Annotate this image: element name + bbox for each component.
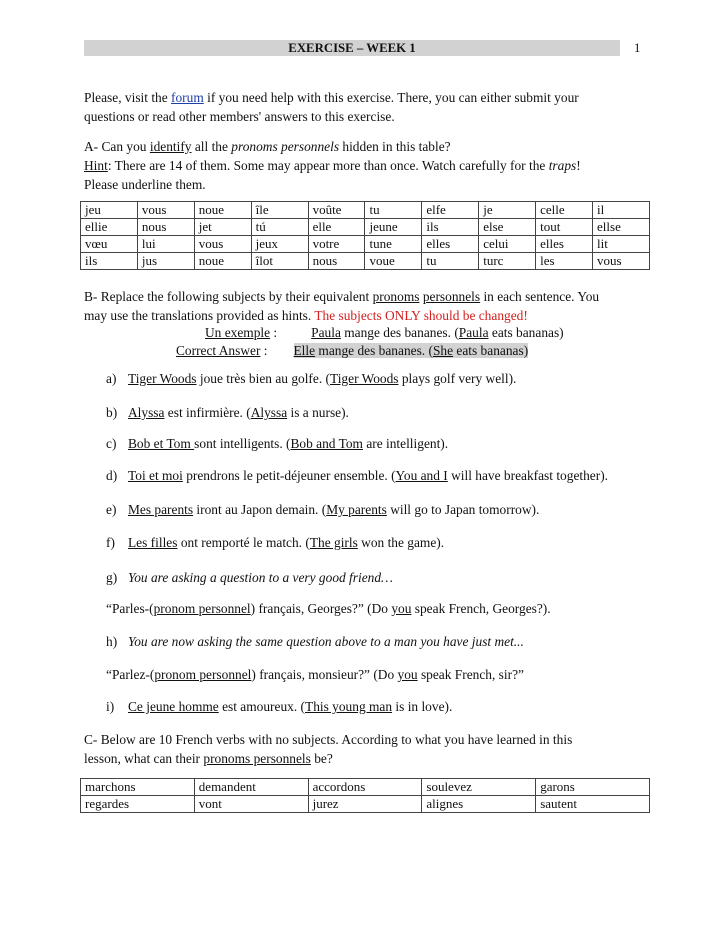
intro-text: if you need help with this exercise. There, you can either submit your — [203, 90, 579, 105]
text: plays golf very well). — [398, 371, 517, 386]
table-cell: les — [536, 253, 593, 270]
table-cell: vous — [593, 253, 650, 270]
table-cell: sautent — [536, 796, 650, 813]
table-cell: vous — [194, 236, 251, 253]
table-cell: nous — [308, 253, 365, 270]
item-label: g) — [106, 570, 118, 585]
text: be? — [310, 751, 333, 766]
intro-line-1 — [84, 88, 579, 107]
subject-en: Tiger Woods — [330, 371, 399, 386]
text: are intelligent). — [362, 436, 449, 451]
text: prendrons le petit-déjeuner ensemble. ( — [182, 468, 396, 483]
text: “Parles-( — [106, 601, 154, 616]
table-cell: îlot — [251, 253, 308, 270]
table-row — [81, 779, 650, 796]
table-cell: tune — [365, 236, 422, 253]
table-cell: elles — [536, 236, 593, 253]
underlined-word: Paula — [311, 325, 341, 340]
text: : — [270, 325, 278, 340]
text: : — [260, 343, 268, 358]
underlined-word: pronoms — [372, 289, 420, 304]
section-b-line-1 — [84, 287, 599, 306]
item-label: c) — [106, 436, 117, 451]
table-cell: il — [593, 202, 650, 219]
subject-fr: Tiger Woods — [128, 371, 197, 386]
table-cell: celui — [479, 236, 536, 253]
exercise-item-h — [106, 632, 524, 651]
page-header-title: EXERCISE – WEEK 1 — [84, 40, 620, 56]
text: speak French, sir?” — [417, 667, 524, 682]
item-label: i) — [106, 699, 115, 714]
subject-en: Alyssa — [250, 405, 288, 420]
example-label: Un exemple — [205, 325, 271, 340]
text: ont remporté le match. ( — [177, 535, 310, 550]
table-cell: voûte — [308, 202, 365, 219]
item-label: h) — [106, 634, 118, 649]
table-cell: elles — [422, 236, 479, 253]
text: in each sentence. You — [480, 289, 600, 304]
table-cell: ellse — [593, 219, 650, 236]
table-row — [81, 202, 650, 219]
intro-line-2: questions or read other members' answers to this exercise. — [84, 109, 395, 124]
table-cell: nous — [137, 219, 194, 236]
underlined-word: pronom personnel — [154, 667, 252, 682]
table-cell: vont — [194, 796, 308, 813]
exercise-item — [106, 500, 539, 519]
section-c-line-2 — [84, 749, 333, 768]
text: B- Replace the following subjects by their equivalent — [84, 289, 373, 304]
text: may use the translations provided as hints. — [84, 308, 315, 323]
item-label: e) — [106, 502, 117, 517]
text: speak French, Georges?). — [411, 601, 551, 616]
text: : There are 14 of them. Some may appear more than once. Watch carefully for the — [107, 158, 549, 173]
answer-highlight — [294, 343, 529, 358]
verbs-table — [80, 778, 650, 813]
item-label: d) — [106, 468, 118, 483]
text: “Parlez-( — [106, 667, 155, 682]
item-label: b) — [106, 405, 118, 420]
item-label: f) — [106, 535, 115, 550]
text: hidden in this table? — [339, 139, 451, 154]
subject-fr: Ce jeune homme — [128, 699, 219, 714]
subject-fr: Alyssa — [128, 405, 165, 420]
table-cell: vœu — [81, 236, 138, 253]
exercise-item — [106, 466, 608, 485]
subject-en: My parents — [326, 502, 387, 517]
subject-en: The girls — [309, 535, 358, 550]
answer-label: Correct Answer — [176, 343, 261, 358]
table-cell: lit — [593, 236, 650, 253]
underlined-word: Elle — [293, 343, 316, 358]
table-row — [81, 253, 650, 270]
forum-link[interactable]: forum — [171, 90, 204, 105]
text: will have breakfast together). — [447, 468, 609, 483]
table-cell: jus — [137, 253, 194, 270]
text: ) français, monsieur?” (Do — [251, 667, 398, 682]
table-cell: tú — [251, 219, 308, 236]
table-cell: tu — [422, 253, 479, 270]
warning-text: The subjects ONLY should be changed! — [314, 308, 528, 323]
table-cell: jet — [194, 219, 251, 236]
table-cell: votre — [308, 236, 365, 253]
subject-fr: Mes parents — [128, 502, 194, 517]
section-c-line-1: C- Below are 10 French verbs with no subjects. According to what you have learned in this — [84, 732, 573, 747]
table-cell: accordons — [308, 779, 422, 796]
exercise-item — [106, 403, 349, 422]
table-cell: vous — [137, 202, 194, 219]
section-a-line-2 — [84, 156, 581, 175]
underlined-word: you — [397, 667, 418, 682]
italic-term: pronoms personnels — [231, 139, 340, 154]
text: est amoureux. ( — [218, 699, 306, 714]
underlined-word: pronoms personnels — [203, 751, 311, 766]
subject-fr: Toi et moi — [128, 468, 183, 483]
text: ! — [576, 158, 581, 173]
table-cell: regardes — [81, 796, 195, 813]
section-a-line-1 — [84, 137, 451, 156]
table-cell: garons — [536, 779, 650, 796]
table-cell: jurez — [308, 796, 422, 813]
table-row — [81, 219, 650, 236]
table-cell: marchons — [81, 779, 195, 796]
table-cell: elle — [308, 219, 365, 236]
table-cell: île — [251, 202, 308, 219]
table-cell: demandent — [194, 779, 308, 796]
underlined-word: Paula — [458, 325, 489, 340]
table-cell: noue — [194, 253, 251, 270]
table-row — [81, 796, 650, 813]
table-cell: noue — [194, 202, 251, 219]
table-cell: alignes — [422, 796, 536, 813]
text: is a nurse). — [287, 405, 349, 420]
text: lesson, what can their — [84, 751, 204, 766]
text: mange des bananes. ( — [315, 343, 433, 358]
table-cell: tu — [365, 202, 422, 219]
underlined-word: pronom personnel — [153, 601, 251, 616]
text: ) français, Georges?” (Do — [250, 601, 392, 616]
table-cell: lui — [137, 236, 194, 253]
item-label: a) — [106, 371, 117, 386]
text: eats bananas) — [488, 325, 564, 340]
exercise-item — [106, 434, 448, 453]
text: sont intelligents. ( — [194, 436, 291, 451]
item-text: You are asking a question to a very good friend… — [128, 570, 393, 585]
underlined-word: you — [391, 601, 412, 616]
question-h — [106, 665, 524, 684]
underlined-word: She — [432, 343, 454, 358]
answer-line — [176, 341, 528, 360]
italic-term: traps — [548, 158, 577, 173]
text: eats bananas) — [453, 343, 529, 358]
subject-fr: Les filles — [128, 535, 178, 550]
table-cell: tout — [536, 219, 593, 236]
subject-fr: Bob et Tom — [128, 436, 195, 451]
underlined-word: identify — [149, 139, 192, 154]
text: will go to Japan tomorrow). — [386, 502, 540, 517]
hint-label: Hint — [84, 158, 108, 173]
table-cell: else — [479, 219, 536, 236]
text: A- Can you — [84, 139, 150, 154]
intro-text: Please, visit the — [84, 90, 172, 105]
text: mange des bananes. ( — [340, 325, 459, 340]
question-g — [106, 599, 551, 618]
table-cell: soulevez — [422, 779, 536, 796]
table-cell: ils — [422, 219, 479, 236]
text: all the — [191, 139, 232, 154]
table-cell: jeux — [251, 236, 308, 253]
table-cell: turc — [479, 253, 536, 270]
table-cell: ils — [81, 253, 138, 270]
text: joue très bien au golfe. ( — [196, 371, 330, 386]
exercise-item-i — [106, 697, 452, 716]
underlined-word: personnels — [422, 289, 481, 304]
exercise-item — [106, 533, 444, 552]
table-cell: voue — [365, 253, 422, 270]
table-row — [81, 236, 650, 253]
table-cell: elfe — [422, 202, 479, 219]
pronoun-search-table — [80, 201, 650, 270]
example-line — [205, 323, 564, 342]
item-text: You are now asking the same question above to a man you have just met... — [128, 634, 524, 649]
table-cell: jeune — [365, 219, 422, 236]
table-cell: ellie — [81, 219, 138, 236]
section-a-line-3: Please underline them. — [84, 177, 206, 192]
text: is in love). — [392, 699, 453, 714]
text: iront au Japon demain. ( — [193, 502, 327, 517]
subject-en: Bob and Tom — [290, 436, 363, 451]
table-cell: celle — [536, 202, 593, 219]
exercise-item-g — [106, 568, 393, 587]
subject-en: This young man — [305, 699, 393, 714]
table-cell: je — [479, 202, 536, 219]
table-cell: jeu — [81, 202, 138, 219]
subject-en: You and I — [395, 468, 448, 483]
text: won the game). — [357, 535, 445, 550]
text: est infirmière. ( — [164, 405, 251, 420]
page-number: 1 — [634, 41, 641, 55]
exercise-item — [106, 369, 516, 388]
